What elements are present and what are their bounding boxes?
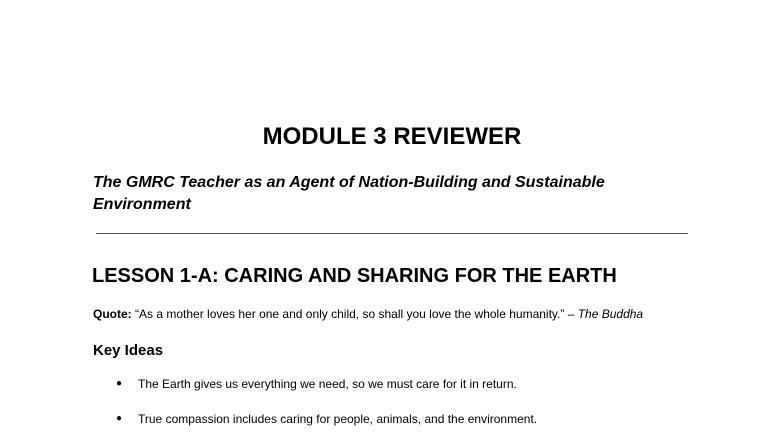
- list-item-text: The Earth gives us everything we need, so we must care for it in return.: [138, 377, 517, 391]
- quote-attribution: The Buddha: [577, 307, 644, 321]
- lesson-quote: [93, 306, 643, 322]
- lesson-heading: LESSON 1-A: CARING AND SHARING FOR THE EARTH: [92, 265, 617, 287]
- document-subtitle: The GMRC Teacher as an Agent of Nation-Building and Sustainable Environment: [93, 174, 605, 213]
- bullet-icon: ●: [116, 378, 123, 389]
- key-ideas-list: [0, 376, 784, 446]
- list-item-text: True compassion includes caring for people, animals, and the environment.: [138, 412, 538, 426]
- horizontal-divider: [96, 233, 688, 234]
- bullet-icon: ●: [116, 413, 123, 424]
- key-ideas-heading: Key Ideas: [93, 342, 164, 359]
- quote-text: “As a mother loves her one and only child, so shall you love the whole humanity.” –: [135, 307, 575, 321]
- quote-label: Quote:: [93, 307, 132, 321]
- document-title: MODULE 3 REVIEWER: [262, 123, 522, 150]
- list-item: [0, 376, 784, 411]
